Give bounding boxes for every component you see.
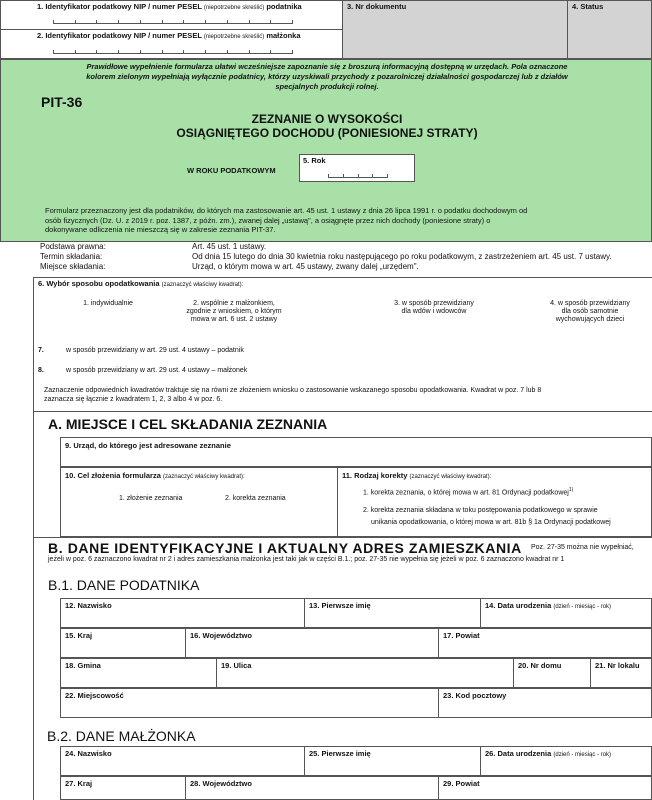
b1-title: B.1. DANE PODATNIKA [48, 577, 200, 593]
apartment-number-field[interactable]: 21. Nr lokalu [590, 658, 652, 688]
surname-field[interactable]: 12. Nazwisko [60, 598, 305, 628]
intro-notice: Prawidłowe wypełnienie formularza ułatwi wcześniejsze zapoznanie się z broszurą informacyjną dostępną w urzędach. Pola oznaczone kolorem zielonym wypełniają wyłącznie podatnicy, którzy uzyskiwali przychody z pozarolniczej działalności gospodarczej lub z działów specjalnych produkcji rolnej. [86, 62, 568, 91]
field-2-label: 2. Identyfikator podatkowy NIP / numer PESEL (niepotrzebne skreślić) małżonka [37, 31, 301, 40]
city-field[interactable]: 22. Miejscowość [60, 688, 439, 718]
spouse-first-name-field[interactable]: 25. Pierwsze imię [304, 746, 481, 776]
spouse-voivodeship-field[interactable]: 28. Województwo [185, 776, 439, 800]
street-field[interactable]: 19. Ulica [216, 658, 514, 688]
option-correction[interactable]: 2. korekta zeznania [225, 495, 286, 502]
b2-title: B.2. DANE MAŁŻONKA [47, 728, 196, 744]
nip-tick-row [53, 49, 293, 54]
birth-date-field[interactable]: 14. Data urodzenia (dzień - miesiąc - rok) [480, 598, 652, 628]
country-field[interactable]: 15. Kraj [60, 628, 186, 658]
field-7-row[interactable]: 7. w sposób przewidziany w art. 29 ust. 4 ustawy – podatnik [38, 347, 244, 354]
tax-office-field[interactable]: 9. Urząd, do którego jest adresowane zeznanie [60, 437, 652, 467]
field-7-8-note: Zaznaczenie odpowiednich kwadratów traktuje się na równi ze złożeniem wniosku o zastosowanie wskazanego sposobu opodatkowania. Kwadrat w poz. 7 lub 8 zaznacza się łącznie z kwadratem 1, 2, 3 albo 4 w poz. 6. [44, 387, 542, 403]
year-field[interactable]: 5. Rok [299, 154, 415, 182]
nip-tick-row [53, 19, 293, 24]
option-widow[interactable]: 3. w sposób przewidziany dla wdów i wdowców [394, 300, 474, 315]
spouse-birth-date-field[interactable]: 26. Data urodzenia (dzień - miesiąc - rok) [480, 746, 652, 776]
section-b: B. DANE IDENTYFIKACYJNE I AKTUALNY ADRES ZAMIESZKANIA Poz. 27-35 można nie wypełniać, jeżeli w poz. 6 zaznaczono kwadrat nr 2 i adres zamieszkania małżonka jest taki jak w części B.1.; poz. 27-35 nie wypełnia się jeżeli w poz. 6 zaznaczono kwadrat nr 1 B.1. DANE PODATNIKA [33, 537, 652, 800]
voivodeship-field[interactable]: 16. Województwo [185, 628, 439, 658]
spouse-surname-field[interactable]: 24. Nazwisko [60, 746, 305, 776]
first-name-field[interactable]: 13. Pierwsze imię [304, 598, 481, 628]
correction-type-field: 11. Rodzaj korekty (zaznaczyć właściwy kwadrat): 1. korekta zeznania, o której mowa w art. 81 Ordynacji podatkowej$^{1)}$ 2. korekta zeznania składana w toku postępowania podatkowego w sprawie unikania opodatkowania, o której mowa w art. 81b § 1a Ordynacji podatkowej [337, 467, 652, 537]
postal-code-field[interactable]: 23. Kod pocztowy [438, 688, 652, 718]
county-field[interactable]: 17. Powiat [438, 628, 652, 658]
field-8-row[interactable]: 8. w sposób przewidziany w art. 29 ust. 4 ustawy – małżonek [38, 367, 248, 374]
option-joint[interactable]: 2. wspólnie z małżonkiem, zgodnie z wnioskiem, o którym mowa w art. 6 ust. 2 ustawy [186, 300, 282, 323]
form-code: PIT-36 [41, 94, 83, 110]
field-3-label: 3. Nr dokumentu [347, 2, 407, 11]
municipality-field[interactable]: 18. Gmina [60, 658, 217, 688]
legal-info: Podstawa prawna: Art. 45 ust. 1 ustawy. Termin składania: Od dnia 15 lutego do dnia 30 kwietnia roku następującego po roku podatkowym, z zastrzeżeniem art. 45 ust. 7 ustawy. Miejsce składania: Urząd, o którym mowa w art. 45 ustawy, zwany dalej „urzędem". [40, 242, 612, 271]
section-b-title: B. DANE IDENTYFIKACYJNE I AKTUALNY ADRES ZAMIESZKANIA [48, 540, 522, 556]
spouse-country-field[interactable]: 27. Kraj [60, 776, 186, 800]
taxpayer-id-cell[interactable] [0, 0, 343, 30]
year-label: W ROKU PODATKOWYM [187, 166, 276, 175]
option-single-parent[interactable]: 4. w sposób przewidziany dla osób samotnie wychowujących dzieci [550, 300, 630, 323]
form-description: Formularz przeznaczony jest dla podatników, do których ma zastosowanie art. 45 ust. 1 ustawy z dnia 26 lipca 1991 r. o podatku dochodowym od osób fizycznych (Dz. U. z 2019 r. poz. 1387, z późn. zm.), zwanej dalej „ustawą", a osiągnęte przez nich dochody (poniesione straty) o dokonywane odliczenia nie mieszczą się w zakresie zeznania PIT-37. [45, 206, 528, 234]
spouse-id-cell[interactable] [0, 29, 343, 59]
option-submission[interactable]: 1. złożenie zeznania [119, 495, 183, 502]
field-6-label: 6. Wybór sposobu opodatkowania (zaznaczyć właściwy kwadrat): [38, 279, 244, 288]
field-1-label: 1. Identyfikator podatkowy NIP / numer PESEL (niepotrzebne skreślić) podatnika [37, 2, 302, 11]
spouse-county-field[interactable]: 29. Powiat [438, 776, 652, 800]
purpose-field: 10. Cel złożenia formularza (zaznaczyć właściwy kwadrat): 1. złożenie zeznania 2. korekta zeznania [60, 467, 338, 537]
house-number-field[interactable]: 20. Nr domu [513, 658, 591, 688]
option-correction-art81b[interactable]: 2. korekta zeznania składana w toku postępowania podatkowego w sprawie unikania opodatkowania, o której mowa w art. 81b § 1a Ordynacji podatkowej [363, 507, 611, 526]
option-correction-art81[interactable]: 1. korekta zeznania, o której mowa w art. 81 Ordynacji podatkowej$^{1)}$ [363, 487, 574, 497]
field-4-label: 4. Status [572, 2, 604, 11]
section-a-title: A. MIEJSCE I CEL SKŁADANIA ZEZNANIA [48, 416, 328, 432]
intro-panel [0, 59, 652, 242]
document-number-cell [342, 0, 568, 59]
status-cell [567, 0, 652, 59]
option-individual[interactable]: 1. indywidualnie [83, 300, 133, 307]
form-title: ZEZNANIE O WYSOKOŚCI OSIĄGNIĘTEGO DOCHODU (PONIESIONEJ STRATY) [176, 112, 478, 140]
